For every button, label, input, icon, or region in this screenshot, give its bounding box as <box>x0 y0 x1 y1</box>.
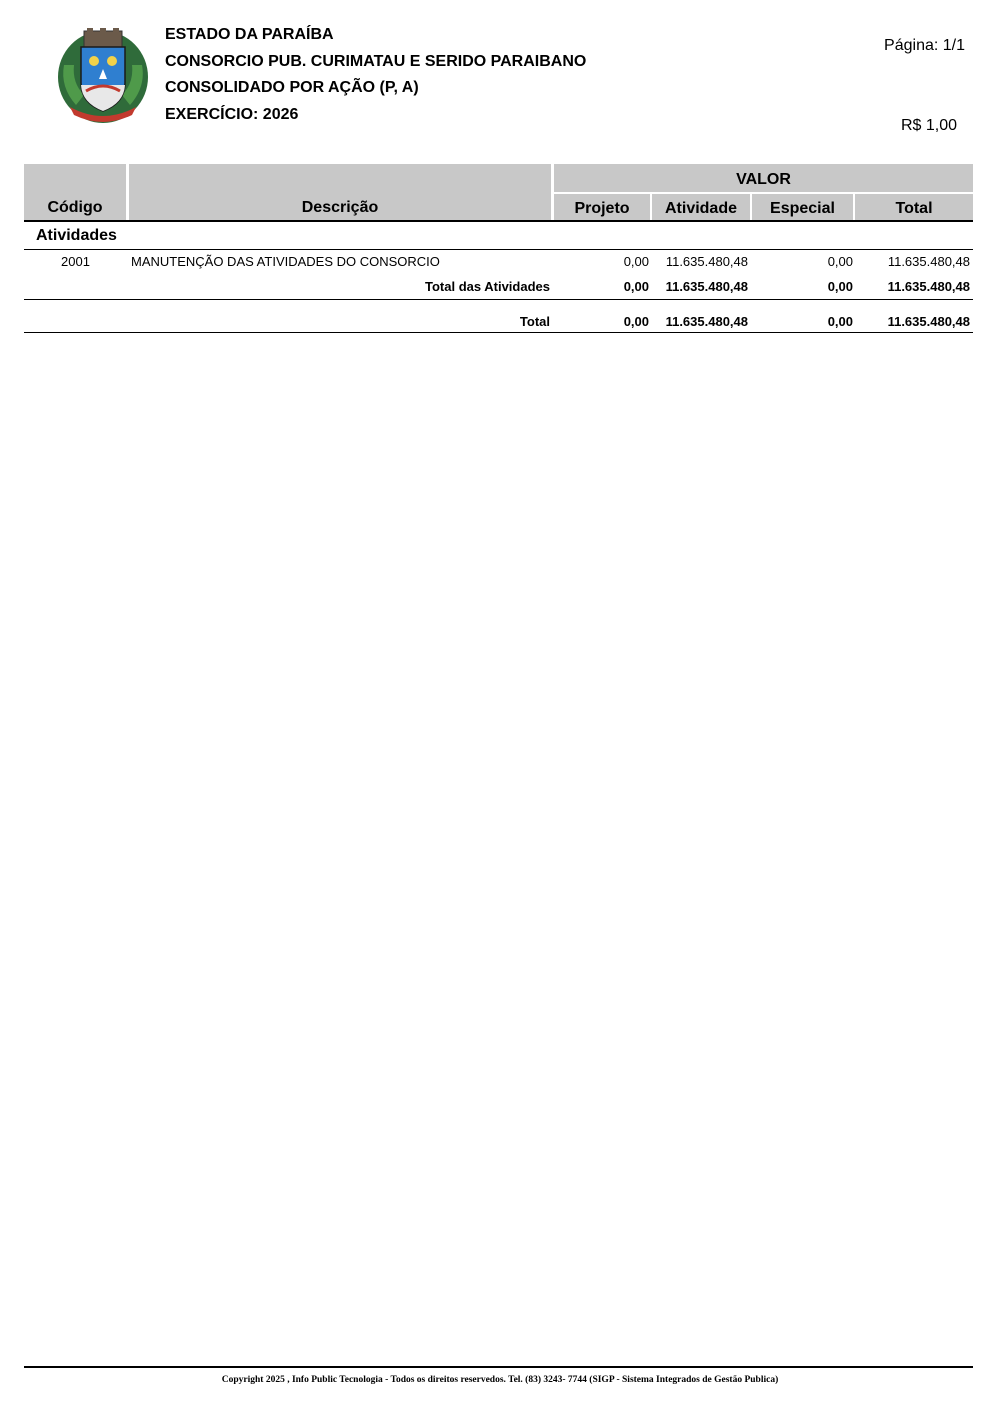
subtotal-total: 11.635.480,48 <box>887 279 970 294</box>
column-header-descricao: Descrição <box>129 164 551 221</box>
grand-total-label: Total <box>519 314 550 329</box>
section-title: Atividades <box>36 227 117 244</box>
cell-projeto: 0,00 <box>623 254 649 269</box>
table-header <box>24 164 973 221</box>
entity-name: CONSORCIO PUB. CURIMATAU E SERIDO PARAIBANO <box>165 52 587 70</box>
page-number: Página: 1/1 <box>884 37 965 54</box>
grand-total-rule <box>24 332 973 333</box>
report-title: CONSOLIDADO POR AÇÃO (P, A) <box>165 79 419 96</box>
section-rule <box>24 249 973 250</box>
subtotal-rule <box>24 299 973 300</box>
grand-total-total: 11.635.480,48 <box>887 314 970 329</box>
column-header-atividade: Atividade <box>652 194 750 221</box>
state-name: ESTADO DA PARAÍBA <box>165 26 334 43</box>
header-rule <box>24 220 973 222</box>
cell-total: 11.635.480,48 <box>887 254 970 269</box>
cell-especial: 0,00 <box>827 254 853 269</box>
currency-unit: R$ 1,00 <box>900 117 957 134</box>
subtotal-especial: 0,00 <box>827 279 853 294</box>
cell-codigo: 2001 <box>61 254 90 269</box>
cell-atividade: 11.635.480,48 <box>665 254 748 269</box>
coat-of-arms-icon <box>54 25 152 125</box>
column-header-total: Total <box>855 194 973 221</box>
subtotal-row <box>24 279 973 297</box>
grand-total-row <box>24 314 973 332</box>
table-row <box>24 254 973 272</box>
column-group-valor: VALOR <box>554 164 973 192</box>
subtotal-atividade: 11.635.480,48 <box>665 279 748 294</box>
grand-total-especial: 0,00 <box>827 314 853 329</box>
column-header-codigo: Código <box>24 164 126 221</box>
cell-descricao: MANUTENÇÃO DAS ATIVIDADES DO CONSORCIO <box>131 254 440 269</box>
report-header <box>165 22 586 128</box>
grand-total-atividade: 11.635.480,48 <box>665 314 748 329</box>
fiscal-year: EXERCÍCIO: 2026 <box>165 105 299 123</box>
column-header-especial: Especial <box>752 194 853 221</box>
subtotal-projeto: 0,00 <box>623 279 649 294</box>
subtotal-label: Total das Atividades <box>425 279 550 294</box>
grand-total-projeto: 0,00 <box>623 314 649 329</box>
column-header-projeto: Projeto <box>554 194 650 221</box>
footer-rule <box>24 1366 973 1368</box>
footer-copyright: Copyright 2025 , Info Public Tecnologia - Todos os direitos reservedos. Tel. (83) 3243- 7744 (SIGP - Sistema Integrados de Gestão Publica) <box>221 1375 779 1385</box>
